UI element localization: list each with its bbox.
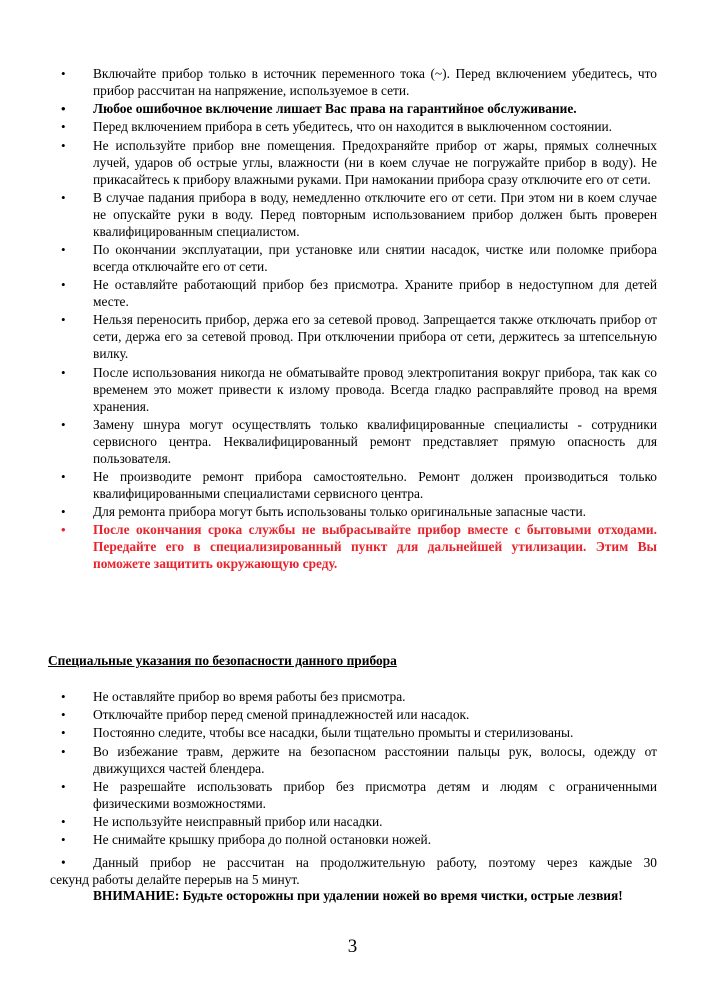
list-item: • Постоянно следите, чтобы все насадки, были тщательно промыты и стерилизованы. xyxy=(60,724,657,741)
list-item: • Нельзя переносить прибор, держа его за сетевой провод. Запрещается также отключать прибор от сети, держа его за сетевой провод. При отключении прибора от сети, держитесь за штепсельную вилку. xyxy=(60,311,657,362)
list-item: • Перед включением прибора в сеть убедитесь, что он находится в выключенном состоянии. xyxy=(60,118,657,135)
list-item: • Для ремонта прибора могут быть использованы только оригинальные запасные части. xyxy=(60,503,657,520)
list-item: • Любое ошибочное включение лишает Вас права на гарантийное обслуживание. xyxy=(60,100,657,117)
list-item: • Не оставляйте работающий прибор без присмотра. Храните прибор в недоступном для детей месте. xyxy=(60,276,657,310)
disposal-notice-item: • После окончания срока службы не выбрасывайте прибор вместе с бытовыми отходами. Передайте его в специализированный пункт для дальнейшей утилизации. Этим Вы поможете защитить окружающую среду. xyxy=(60,521,657,572)
list-item: • Не разрешайте использовать прибор без присмотра детям и людям с ограниченными физическими возможностями. xyxy=(60,778,657,812)
section-heading: Специальные указания по безопасности данного прибора xyxy=(48,653,397,668)
list-item: • Не используйте неисправный прибор или насадки. xyxy=(60,813,657,830)
list-item: • В случае падания прибора в воду, немедленно отключите его от сети. При этом ни в коем случае не опускайте руки в воду. Перед повторным использованием прибор должен быть проверен квалифицированным специалистом. xyxy=(60,189,657,240)
bullet-icon: • xyxy=(61,855,66,870)
list-item: • Не оставляйте прибор во время работы без присмотра. xyxy=(60,688,657,705)
list-item: • Во избежание травм, держите на безопасном расстоянии пальцы рук, волосы, одежду от движущихся частей блендера. xyxy=(60,743,657,777)
list-item: • Не снимайте крышку прибора до полной остановки ножей. xyxy=(60,831,657,848)
list-item: • Не используйте прибор вне помещения. Предохраняйте прибор от жары, прямых солнечных лучей, ударов об острые углы, влажности (ни в коем случае не погружайте прибор в воду). Не прикасайтесь к прибору влажными руками. При намокании прибора сразу отключите его от сети. xyxy=(60,137,657,188)
general-safety-list xyxy=(60,65,657,573)
specific-safety-list xyxy=(60,688,657,849)
list-item: • По окончании эксплуатации, при установке или снятии насадок, чистке или поломке прибора всегда отключайте его от сети. xyxy=(60,241,657,275)
list-item-line: секунд работы делайте перерыв на 5 минут. xyxy=(50,872,300,887)
list-item: • Замену шнура могут осуществлять только квалифицированные специалисты - сотрудники сервисного центра. Неквалифицированный ремонт представляет прямую опасность для пользователя. xyxy=(60,416,657,467)
list-item: • После использования никогда не обматывайте провод электропитания вокруг прибора, так как со временем это может привести к излому провода. Всегда гладко расправляйте провод на время хранения. xyxy=(60,364,657,415)
list-item: • Отключайте прибор перед сменой принадлежностей или насадок. xyxy=(60,706,657,723)
list-item: • Включайте прибор только в источник переменного тока (~). Перед включением убедитесь, что прибор рассчитан на напряжение, используемое в сети. xyxy=(60,65,657,99)
list-item-continuous-work xyxy=(50,854,657,888)
warning-note: ВНИМАНИЕ: Будьте осторожны при удалении ножей во время чистки, острые лезвия! xyxy=(93,888,623,903)
list-item: • Не производите ремонт прибора самостоятельно. Ремонт должен производиться только квалифицированными специалистами сервисного центра. xyxy=(60,468,657,502)
page-number: 3 xyxy=(347,936,358,957)
list-item-line: Данный прибор не рассчитан на продолжительную работу, поэтому через каждые 30 xyxy=(93,855,657,870)
